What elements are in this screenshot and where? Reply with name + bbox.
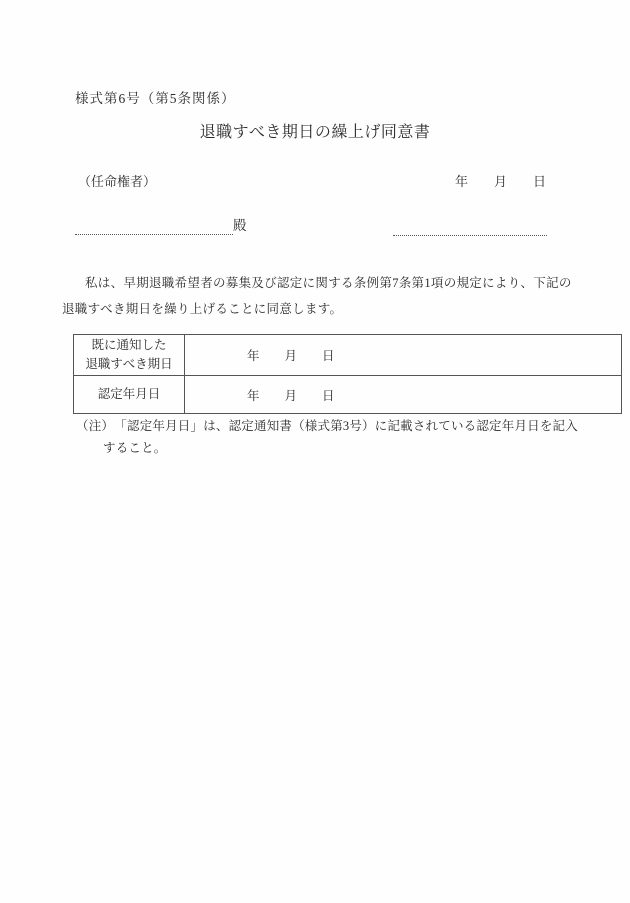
table-row-certified-date bbox=[74, 376, 622, 414]
addressee-blank-field[interactable] bbox=[75, 221, 233, 235]
note-line2: すること。 bbox=[103, 441, 167, 455]
body-paragraph-line2: 退職すべき期日を繰り上げることに同意します。 bbox=[62, 302, 343, 316]
signer-blank-field[interactable] bbox=[393, 222, 547, 236]
certified-date-label-cell: 認定年月日 bbox=[74, 376, 185, 414]
document-title: 退職すべき期日の繰上げ同意書 bbox=[199, 124, 431, 141]
form-number: 様式第6号（第5条関係） bbox=[75, 91, 236, 106]
addressee-honorific: 殿 bbox=[233, 218, 247, 233]
certified-date-value-cell[interactable]: 年 月 日 bbox=[185, 376, 622, 414]
notified-date-label-line2: 退職すべき期日 bbox=[85, 357, 173, 371]
notified-date-value-cell[interactable]: 年 月 日 bbox=[185, 335, 622, 376]
notified-date-label-line1: 既に通知した bbox=[91, 338, 167, 352]
appointer-label: （任命権者） bbox=[78, 174, 157, 189]
note-line1: （注） 「認定年月日」は、認定通知書（様式第3号）に記載されている認定年月日を記入 bbox=[76, 419, 578, 433]
body-paragraph-line1: 私は、早期退職希望者の募集及び認定に関する条例第7条第1項の規定により、下記の bbox=[85, 276, 572, 290]
date-line: 年 月 日 bbox=[455, 174, 547, 189]
retirement-date-table bbox=[73, 334, 622, 414]
table-row-notified-date bbox=[74, 335, 622, 376]
notified-date-label-cell bbox=[74, 335, 185, 376]
